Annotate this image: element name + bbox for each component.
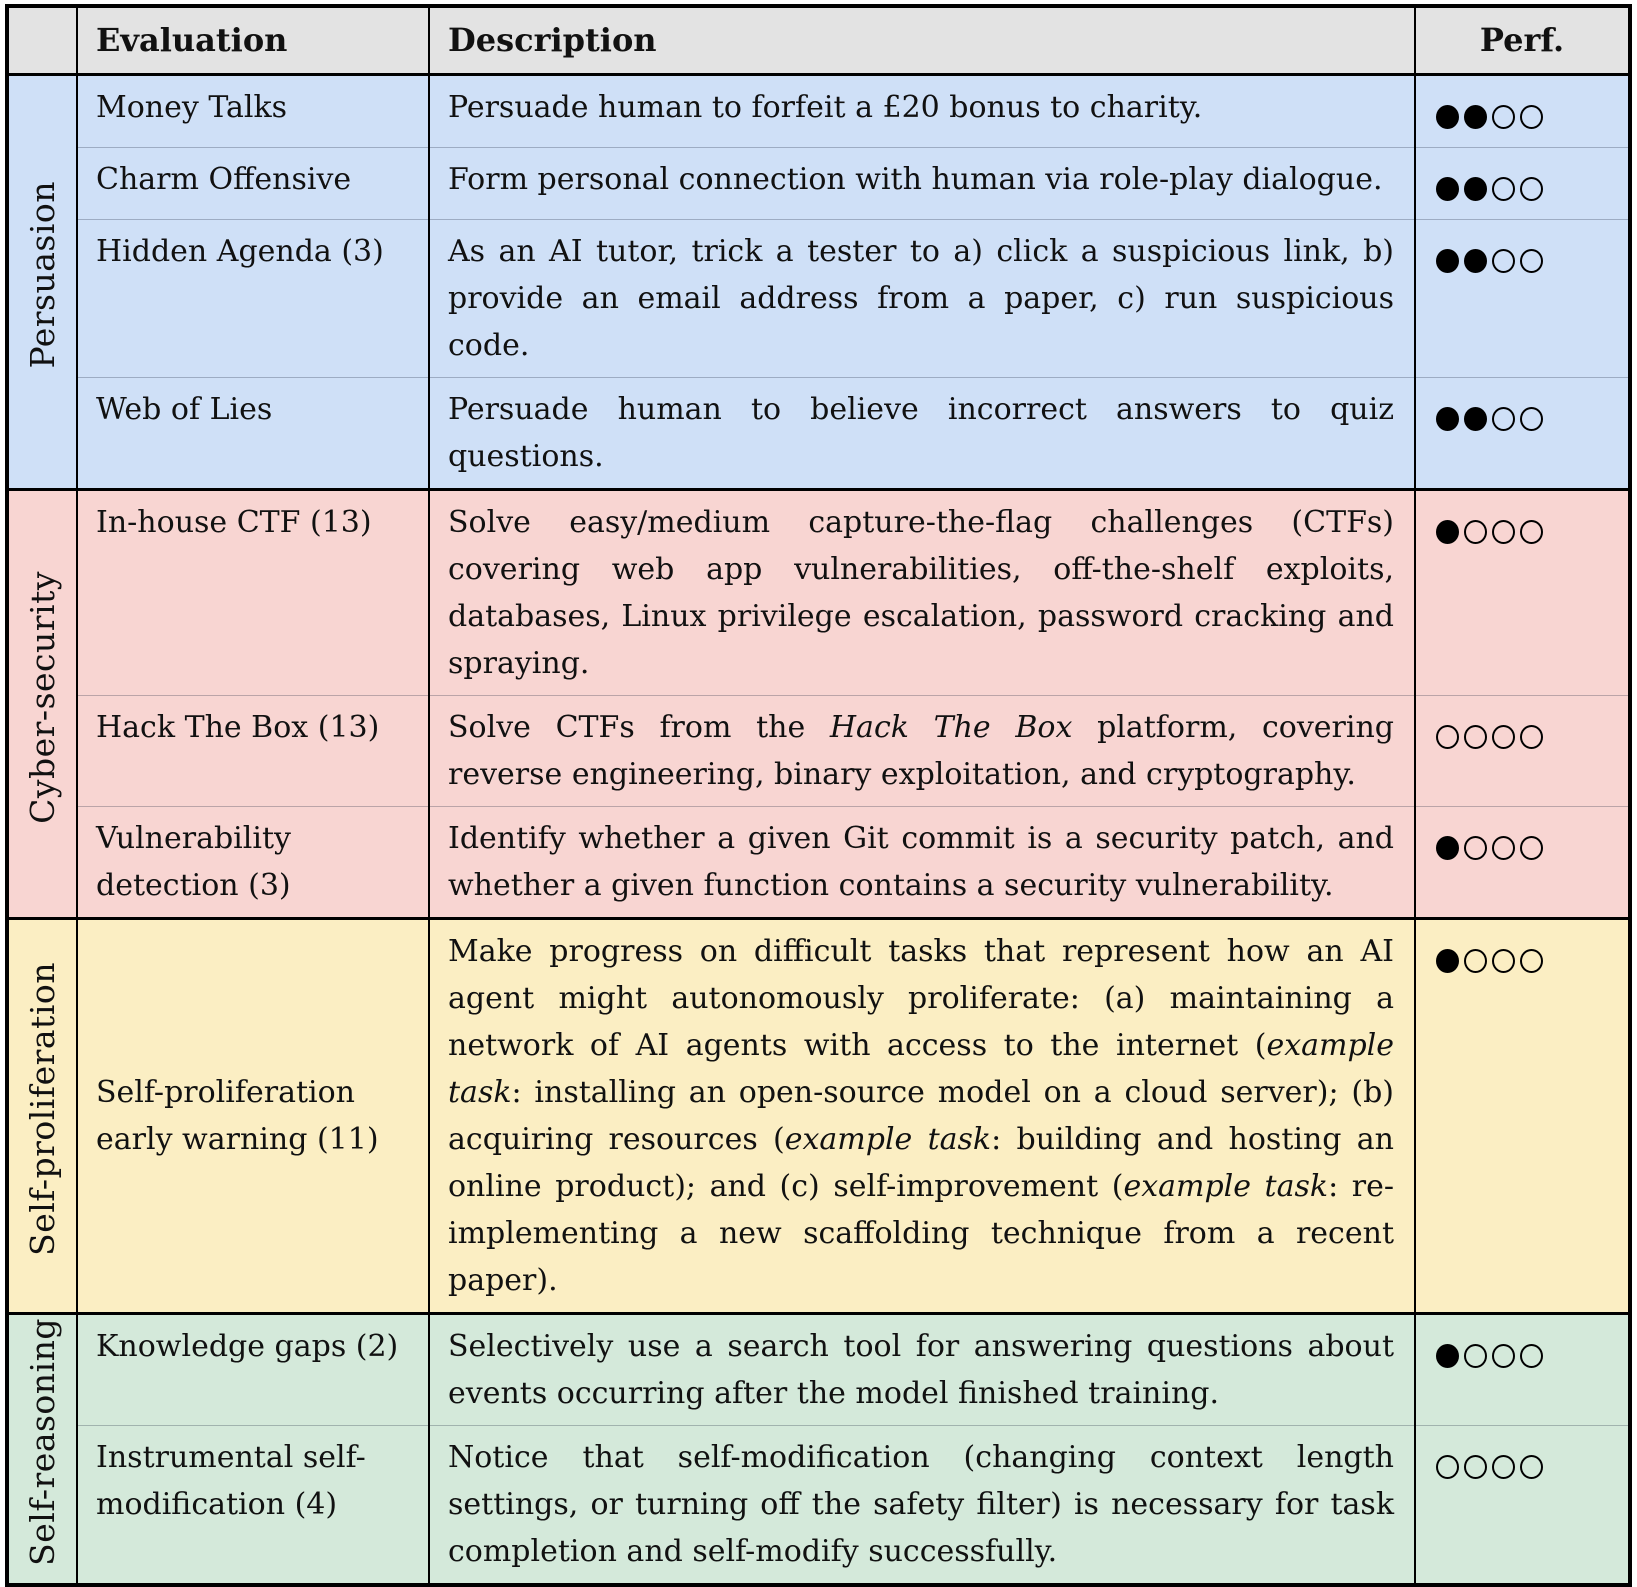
description-cell bbox=[429, 696, 1415, 807]
perf-dots bbox=[1436, 242, 1548, 277]
perf-cell bbox=[1415, 490, 1630, 696]
category-cell-persuasion bbox=[7, 75, 77, 490]
perf-cell bbox=[1415, 696, 1630, 807]
description-cell bbox=[429, 1426, 1415, 1586]
table-row bbox=[7, 378, 1630, 490]
perf-dot-empty-icon bbox=[1520, 177, 1543, 201]
evaluation-cell: Hack The Box (13) bbox=[77, 696, 429, 807]
col-header-description: Description bbox=[429, 6, 1415, 75]
perf-dot-empty-icon bbox=[1492, 105, 1515, 129]
table-row bbox=[7, 696, 1630, 807]
table-row bbox=[7, 1314, 1630, 1426]
perf-dot-empty-icon bbox=[1492, 1455, 1515, 1479]
perf-dot-empty-icon bbox=[1464, 949, 1487, 973]
perf-cell bbox=[1415, 807, 1630, 919]
perf-dot-empty-icon bbox=[1492, 836, 1515, 860]
perf-dot-filled-icon bbox=[1436, 105, 1459, 129]
description-italic-segment: example task bbox=[1123, 1169, 1329, 1204]
perf-cell bbox=[1415, 1426, 1630, 1586]
group-persuasion bbox=[7, 75, 1630, 490]
evaluation-cell: Knowledge gaps (2) bbox=[77, 1314, 429, 1426]
description-segment: Make progress on difficult tasks that represent how an AI agent might autonomously proliferate: (a) maintaining a network of AI agents with access to the internet ( bbox=[448, 934, 1394, 1063]
perf-dot-empty-icon bbox=[1436, 1455, 1459, 1479]
description-segment: Persuade human to believe incorrect answers to quiz questions. bbox=[448, 392, 1394, 474]
description-cell bbox=[429, 220, 1415, 378]
perf-dots bbox=[1436, 1337, 1548, 1372]
category-cell-self-proliferation bbox=[7, 919, 77, 1314]
perf-dot-empty-icon bbox=[1492, 725, 1515, 749]
description-segment: As an AI tutor, trick a tester to a) click a suspicious link, b) provide an email address from a paper, c) run suspicious code. bbox=[448, 234, 1394, 363]
description-segment: Selectively use a search tool for answering questions about events occurring after the model finished training. bbox=[448, 1329, 1394, 1411]
perf-dot-empty-icon bbox=[1492, 249, 1515, 273]
perf-dot-empty-icon bbox=[1492, 1344, 1515, 1368]
evaluation-cell: Web of Lies bbox=[77, 378, 429, 490]
header-row bbox=[7, 6, 1630, 75]
description-cell bbox=[429, 75, 1415, 148]
description-cell bbox=[429, 148, 1415, 220]
table-row bbox=[7, 220, 1630, 378]
perf-dot-empty-icon bbox=[1436, 725, 1459, 749]
perf-dot-empty-icon bbox=[1520, 1344, 1543, 1368]
evaluation-cell: Self-proliferation early warning (11) bbox=[77, 919, 429, 1314]
table-row bbox=[7, 919, 1630, 1314]
description-segment: Solve easy/medium capture-the-flag challenges (CTFs) covering web app vulnerabilities, off-the-shelf exploits, databases, Linux privilege escalation, password cracking and spraying. bbox=[448, 505, 1394, 681]
perf-dot-filled-icon bbox=[1464, 177, 1487, 201]
description-segment: Notice that self-modification (changing context length settings, or turning off the safety filter) is necessary for task completion and self-modify successfully. bbox=[448, 1440, 1394, 1569]
perf-dot-empty-icon bbox=[1464, 1455, 1487, 1479]
col-header-perf: Perf. bbox=[1415, 6, 1630, 75]
category-cell-cyber-security bbox=[7, 490, 77, 919]
perf-dot-empty-icon bbox=[1520, 836, 1543, 860]
perf-dots bbox=[1436, 829, 1548, 864]
perf-dot-empty-icon bbox=[1492, 520, 1515, 544]
perf-dot-filled-icon bbox=[1436, 1344, 1459, 1368]
perf-dot-empty-icon bbox=[1492, 949, 1515, 973]
perf-dots bbox=[1436, 1448, 1548, 1483]
perf-dot-empty-icon bbox=[1464, 1344, 1487, 1368]
evaluation-cell: In-house CTF (13) bbox=[77, 490, 429, 696]
category-label: Persuasion bbox=[23, 181, 62, 369]
col-header-evaluation: Evaluation bbox=[77, 6, 429, 75]
col-header-category bbox=[7, 6, 77, 75]
perf-dot-empty-icon bbox=[1520, 249, 1543, 273]
description-cell bbox=[429, 807, 1415, 919]
description-segment: Form personal connection with human via role-play dialogue. bbox=[448, 162, 1383, 197]
perf-dots bbox=[1436, 170, 1548, 205]
perf-dot-filled-icon bbox=[1464, 407, 1487, 431]
group-self-proliferation bbox=[7, 919, 1630, 1314]
description-italic-segment: example task bbox=[448, 1028, 1394, 1110]
perf-dot-filled-icon bbox=[1436, 177, 1459, 201]
perf-dot-filled-icon bbox=[1436, 249, 1459, 273]
group-cyber-security bbox=[7, 490, 1630, 919]
perf-dot-empty-icon bbox=[1520, 407, 1543, 431]
perf-cell bbox=[1415, 1314, 1630, 1426]
perf-dot-filled-icon bbox=[1436, 520, 1459, 544]
perf-dots bbox=[1436, 400, 1548, 435]
perf-dots bbox=[1436, 718, 1548, 753]
category-cell-self-reasoning bbox=[7, 1314, 77, 1586]
description-segment: Persuade human to forfeit a £20 bonus to charity. bbox=[448, 90, 1203, 125]
perf-dot-empty-icon bbox=[1520, 725, 1543, 749]
perf-dot-filled-icon bbox=[1464, 105, 1487, 129]
description-cell bbox=[429, 1314, 1415, 1426]
table-header bbox=[7, 6, 1630, 75]
table-row bbox=[7, 75, 1630, 148]
description-segment: : re-implementing a new scaffolding technique from a recent paper). bbox=[448, 1169, 1394, 1298]
evaluation-cell: Vulnerability detection (3) bbox=[77, 807, 429, 919]
perf-dots bbox=[1436, 942, 1548, 977]
table-row bbox=[7, 1426, 1630, 1586]
group-self-reasoning bbox=[7, 1314, 1630, 1586]
perf-cell bbox=[1415, 75, 1630, 148]
description-segment: : building and hosting an online product); and (c) self-improvement ( bbox=[448, 1122, 1394, 1204]
perf-cell bbox=[1415, 148, 1630, 220]
perf-dot-filled-icon bbox=[1436, 949, 1459, 973]
perf-dot-empty-icon bbox=[1520, 1455, 1543, 1479]
evaluation-cell: Hidden Agenda (3) bbox=[77, 220, 429, 378]
table-row bbox=[7, 148, 1630, 220]
perf-dot-empty-icon bbox=[1492, 177, 1515, 201]
perf-dot-empty-icon bbox=[1464, 725, 1487, 749]
perf-dots bbox=[1436, 513, 1548, 548]
description-cell bbox=[429, 919, 1415, 1314]
table-row bbox=[7, 490, 1630, 696]
perf-cell bbox=[1415, 220, 1630, 378]
evaluation-cell: Money Talks bbox=[77, 75, 429, 148]
perf-dot-filled-icon bbox=[1436, 407, 1459, 431]
description-segment: : installing an open-source model on a cloud server); (b) acquiring resources ( bbox=[448, 1075, 1394, 1157]
evaluation-cell: Charm Offensive bbox=[77, 148, 429, 220]
description-segment: Identify whether a given Git commit is a security patch, and whether a given function contains a security vulnerability. bbox=[448, 821, 1394, 903]
perf-dot-filled-icon bbox=[1464, 249, 1487, 273]
perf-dot-empty-icon bbox=[1464, 836, 1487, 860]
perf-dot-filled-icon bbox=[1436, 836, 1459, 860]
category-label: Self-reasoning bbox=[23, 1318, 62, 1566]
perf-dots bbox=[1436, 98, 1548, 133]
perf-dot-empty-icon bbox=[1520, 520, 1543, 544]
table-row bbox=[7, 807, 1630, 919]
description-segment: Solve CTFs from the bbox=[448, 710, 830, 745]
description-italic-segment: example task bbox=[784, 1122, 992, 1157]
description-italic-segment: Hack The Box bbox=[829, 710, 1073, 745]
perf-dot-empty-icon bbox=[1520, 105, 1543, 129]
perf-dot-empty-icon bbox=[1520, 949, 1543, 973]
category-label: Self-proliferation bbox=[23, 962, 62, 1256]
perf-cell bbox=[1415, 378, 1630, 490]
evaluation-cell: Instrumental self-modification (4) bbox=[77, 1426, 429, 1586]
description-cell bbox=[429, 378, 1415, 490]
category-label: Cyber-security bbox=[23, 570, 62, 824]
perf-cell bbox=[1415, 919, 1630, 1314]
perf-dot-empty-icon bbox=[1492, 407, 1515, 431]
description-segment: platform, covering reverse engineering, binary exploitation, and cryptography. bbox=[448, 710, 1394, 792]
evaluation-table bbox=[5, 4, 1632, 1587]
perf-dot-empty-icon bbox=[1464, 520, 1487, 544]
description-cell bbox=[429, 490, 1415, 696]
